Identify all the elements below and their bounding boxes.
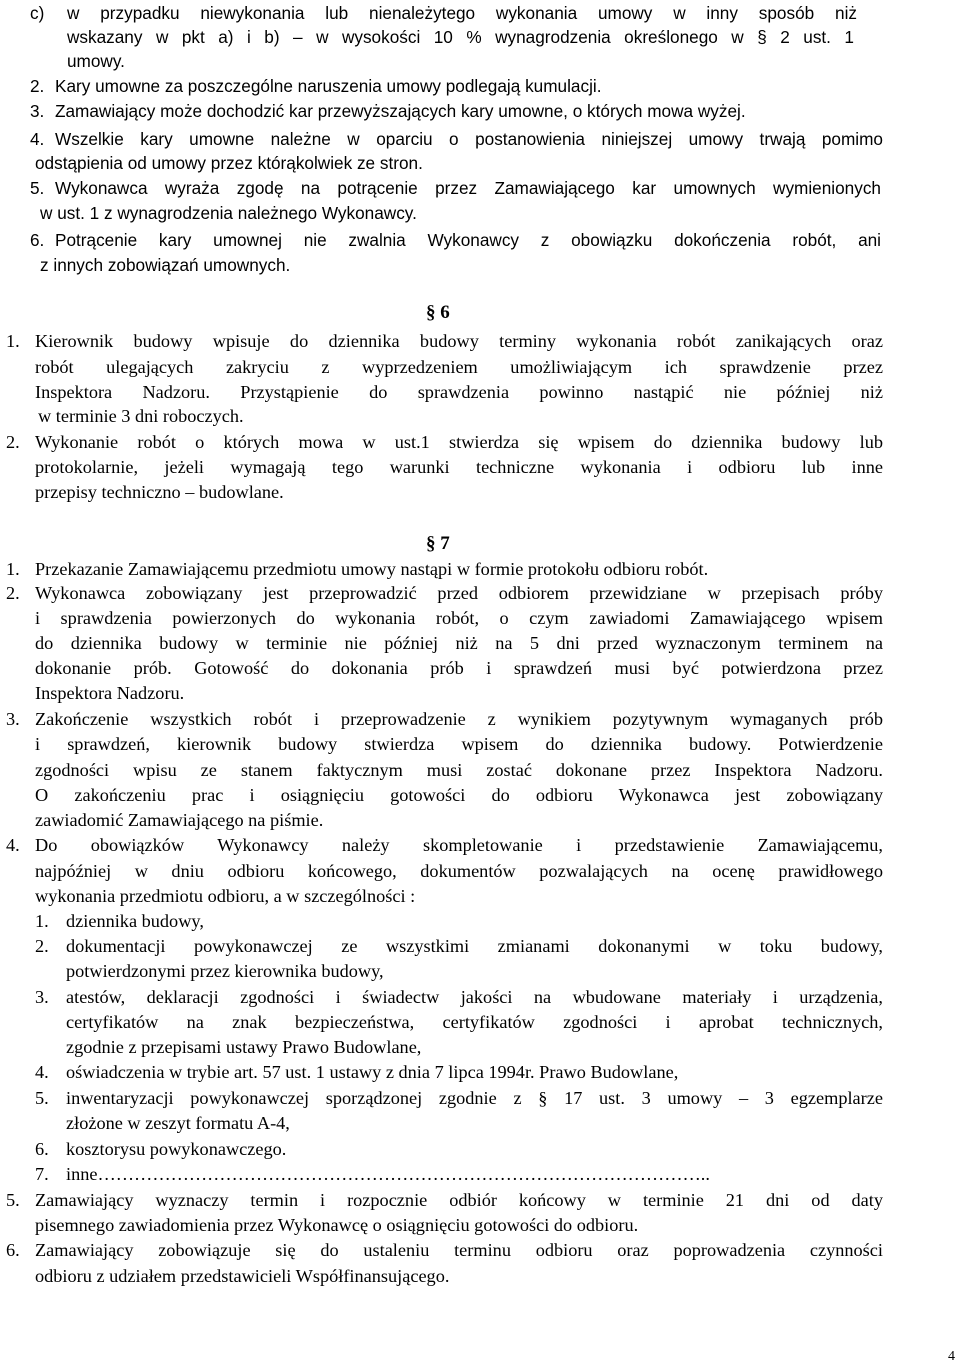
paragraph-line: Kierownik budowy wpisuje do dziennika budowy terminy wykonania robót zanikających oraz bbox=[35, 331, 883, 351]
paragraph-line: odstąpienia od umowy przez którąkolwiek ze stron. bbox=[35, 153, 423, 173]
sublist-marker: 4. bbox=[35, 1062, 49, 1082]
paragraph-line: pisemnego zawiadomienia przez Wykonawcę o osiągnięciu gotowości do odbioru. bbox=[35, 1215, 639, 1235]
sublist-marker: 7. bbox=[35, 1164, 49, 1184]
sublist-line: złożone w zeszyt formatu A-4, bbox=[66, 1113, 290, 1133]
paragraph-line: i sprawdzenia powierzonych do wykonania robót, o czym zawiadomi Zamawiającego wpisem bbox=[35, 608, 883, 628]
sublist-line: certyfikatów na znak bezpieczeństwa, certyfikatów zgodności i aprobat technicznych, bbox=[66, 1012, 883, 1032]
section-heading: § 7 bbox=[426, 533, 450, 554]
paragraph-line: Inspektora Nadzoru. Przystąpienie do sprawdzenia powinno nastąpić nie później niż bbox=[35, 382, 883, 402]
list-marker: 2. bbox=[6, 432, 20, 452]
paragraph-line: najpóźniej w dniu odbioru końcowego, dokumentów pozwalających na ocenę prawidłowego bbox=[35, 861, 883, 881]
sublist-line: dziennika budowy, bbox=[66, 911, 204, 931]
paragraph-line: wykonania przedmiotu odbioru, a w szczególności : bbox=[35, 886, 416, 906]
paragraph-line: umowy. bbox=[67, 51, 125, 71]
paragraph-line: Zakończenie wszystkich robót i przeprowadzenie z wynikiem pozytywnym wymaganych prób bbox=[35, 709, 883, 729]
paragraph-line: przepisy techniczno – budowlane. bbox=[35, 482, 284, 502]
paragraph-line: Wykonawca zobowiązany jest przeprowadzić przed odbiorem przewidziane w przepisach próby bbox=[35, 583, 883, 603]
list-marker: c) bbox=[30, 3, 45, 23]
list-marker: 4. bbox=[6, 835, 20, 855]
list-marker: 3. bbox=[30, 101, 45, 121]
paragraph-line: z innych zobowiązań umownych. bbox=[40, 255, 291, 275]
paragraph-line: dokonanie prób. Gotowość do dokonania prób i sprawdzeń musi być potwierdzona przez bbox=[35, 658, 883, 678]
list-marker: 4. bbox=[30, 129, 45, 149]
paragraph-line: w przypadku niewykonania lub nienależytego wykonania umowy w inny sposób niż bbox=[67, 3, 857, 23]
paragraph-line: Przekazanie Zamawiającemu przedmiotu umowy nastąpi w formie protokołu odbioru robót. bbox=[35, 559, 709, 579]
page-number: 4 bbox=[948, 1349, 955, 1364]
sublist-line: zgodnie z przepisami ustawy Prawo Budowlane, bbox=[66, 1037, 422, 1057]
list-marker: 1. bbox=[6, 559, 20, 579]
section-heading: § 6 bbox=[426, 302, 450, 323]
list-marker: 5. bbox=[30, 178, 45, 198]
paragraph-line: Kary umowne za poszczególne naruszenia umowy podlegają kumulacji. bbox=[55, 76, 602, 96]
sublist-marker: 3. bbox=[35, 987, 49, 1007]
sublist-line: inne……………………………………………………………………………………….. bbox=[66, 1164, 710, 1184]
list-marker: 2. bbox=[6, 583, 20, 603]
list-marker: 6. bbox=[30, 230, 45, 250]
paragraph-line: Zamawiający zobowiązuje się do ustaleniu terminu odbioru oraz poprowadzenia czynności bbox=[35, 1240, 883, 1260]
paragraph-line: do dziennika budowy w terminie nie później niż na 5 dni przed wyznaczonym terminem na bbox=[35, 633, 883, 653]
paragraph-line: Inspektora Nadzoru. bbox=[35, 683, 185, 703]
sublist-line: kosztorysu powykonawczego. bbox=[66, 1139, 287, 1159]
list-marker: 6. bbox=[6, 1240, 20, 1260]
paragraph-line: w ust. 1 z wynagrodzenia należnego Wykonawcy. bbox=[40, 203, 417, 223]
sublist-line: dokumentacji powykonawczej ze wszystkimi zmianami dokonanymi w toku budowy, bbox=[66, 936, 883, 956]
sublist-line: atestów, deklaracji zgodności i świadectw jakości na wbudowane materiały i urządzenia, bbox=[66, 987, 883, 1007]
paragraph-line: zgodności wpisu ze stanem faktycznym musi zostać dokonane przez Inspektora Nadzoru. bbox=[35, 760, 883, 780]
sublist-line: potwierdzonymi przez kierownika budowy, bbox=[66, 961, 384, 981]
list-marker: 3. bbox=[6, 709, 20, 729]
sublist-marker: 1. bbox=[35, 911, 49, 931]
paragraph-line: protokolarnie, jeżeli wymagają tego warunki techniczne wykonania i odbioru lub inne bbox=[35, 457, 883, 477]
paragraph-line: zawiadomić Zamawiającego na piśmie. bbox=[35, 810, 324, 830]
paragraph-line: i sprawdzeń, kierownik budowy stwierdza wpisem do dziennika budowy. Potwierdzenie bbox=[35, 734, 883, 754]
sublist-marker: 6. bbox=[35, 1139, 49, 1159]
sublist-marker: 5. bbox=[35, 1088, 49, 1108]
sublist-marker: 2. bbox=[35, 936, 49, 956]
paragraph-line: Zamawiający może dochodzić kar przewyższających kary umowne, o których mowa wyżej. bbox=[55, 101, 746, 121]
paragraph-line: Potrącenie kary umownej nie zwalnia Wykonawcy z obowiązku dokończenia robót, ani bbox=[55, 230, 881, 250]
paragraph-line: robót ulegających zakryciu z wyprzedzeniem umożliwiającym ich sprawdzenie przez bbox=[35, 357, 883, 377]
paragraph-line: Wykonawca wyraża zgodę na potrącenie przez Zamawiającego kar umownych wymienionych bbox=[55, 178, 881, 198]
paragraph-line: wskazany w pkt a) i b) – w wysokości 10 % wynagrodzenia określonego w § 2 ust. 1 bbox=[67, 27, 854, 47]
paragraph-line: Wykonanie robót o których mowa w ust.1 stwierdza się wpisem do dziennika budowy lub bbox=[35, 432, 883, 452]
paragraph-line: Zamawiający wyznaczy termin i rozpocznie odbiór końcowy w terminie 21 dni od daty bbox=[35, 1190, 883, 1210]
list-marker: 5. bbox=[6, 1190, 20, 1210]
paragraph-line: odbioru z udziałem przedstawicieli Współfinansującego. bbox=[35, 1266, 450, 1286]
paragraph-line: Wszelkie kary umowne należne w oparciu o postanowienia niniejszej umowy trwają pomimo bbox=[55, 129, 883, 149]
sublist-line: oświadczenia w trybie art. 57 ust. 1 ustawy z dnia 7 lipca 1994r. Prawo Budowlane, bbox=[66, 1062, 679, 1082]
paragraph-line: O zakończeniu prac i osiągnięciu gotowości do odbioru Wykonawca jest zobowiązany bbox=[35, 785, 883, 805]
paragraph-line: w terminie 3 dni roboczych. bbox=[38, 406, 244, 426]
list-marker: 2. bbox=[30, 76, 45, 96]
paragraph-line: Do obowiązków Wykonawcy należy skompletowanie i przedstawienie Zamawiającemu, bbox=[35, 835, 883, 855]
sublist-line: inwentaryzacji powykonawczej sporządzonej zgodnie z § 17 ust. 3 umowy – 3 egzemplarze bbox=[66, 1088, 883, 1108]
list-marker: 1. bbox=[6, 331, 20, 351]
